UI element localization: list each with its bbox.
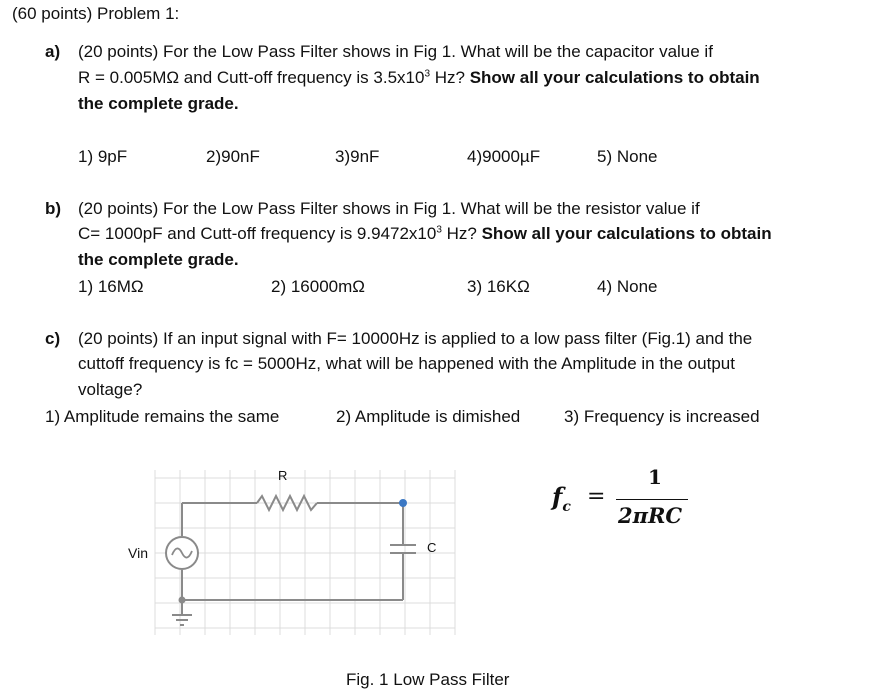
formula-equals: = (587, 484, 606, 509)
option-c3: 3) Frequency is increased (564, 407, 760, 426)
part-a-line1: (20 points) For the Low Pass Filter shows in Fig 1. What will be the capacitor value if (78, 42, 713, 61)
option-a1: 1) 9pF (78, 147, 128, 166)
ac-source-icon (166, 537, 198, 569)
option-b2: 2) 16000mΩ (271, 277, 365, 296)
option-a5: 5) None (597, 147, 658, 166)
resistor-label: R (278, 468, 288, 483)
part-b-marker: b) (45, 199, 62, 218)
option-a4: 4)9000µF (467, 147, 541, 166)
capacitor-symbol (390, 545, 416, 553)
figure-caption: Fig. 1 Low Pass Filter (346, 670, 510, 689)
part-a-line3: the complete grade. (78, 94, 239, 113)
part-a-marker: a) (45, 42, 61, 61)
ground-node (179, 597, 186, 604)
capacitor-label: C (427, 540, 437, 555)
option-b1: 1) 16MΩ (78, 277, 144, 296)
option-a3: 3)9nF (335, 147, 380, 166)
vin-label: Vin (128, 545, 148, 561)
part-c-marker: c) (45, 329, 61, 348)
problem-title: (60 points) Problem 1: (12, 4, 180, 23)
formula-lhs: $f_c$ (552, 482, 571, 515)
part-c-line2: cuttoff frequency is fc = 5000Hz, what will be happened with the Amplitude in the output (78, 354, 735, 373)
formula-denominator: 2πRC (618, 503, 683, 528)
formula-numerator: 1 (648, 465, 662, 489)
option-c1: 1) Amplitude remains the same (45, 407, 280, 426)
resistor-symbol (257, 496, 317, 510)
part-b-line3: the complete grade. (78, 250, 239, 269)
part-c-line3: voltage? (78, 380, 143, 399)
option-b3: 3) 16KΩ (467, 277, 530, 296)
formula-fraction-bar (616, 499, 688, 500)
option-b4: 4) None (597, 277, 658, 296)
option-a2: 2)90nF (206, 147, 260, 166)
circuit-wires (182, 503, 403, 615)
part-b-line1: (20 points) For the Low Pass Filter shows in Fig 1. What will be the resistor value if (78, 199, 700, 218)
ground-icon (172, 615, 192, 625)
part-b-line2: C= 1000pF and Cutt-off frequency is $9.9472x10^3$ Hz? Show all your calculations to obtain (78, 224, 772, 243)
part-c-line1: (20 points) If an input signal with F= 10000Hz is applied to a low pass filter (Fig.1) and the (78, 329, 753, 348)
output-node (399, 499, 407, 507)
option-c2: 2) Amplitude is dimished (336, 407, 521, 426)
part-a-line2: R = 0.005MΩ and Cutt-off frequency is $3.5x10^3$ Hz? Show all your calculations to obtain (78, 68, 760, 87)
